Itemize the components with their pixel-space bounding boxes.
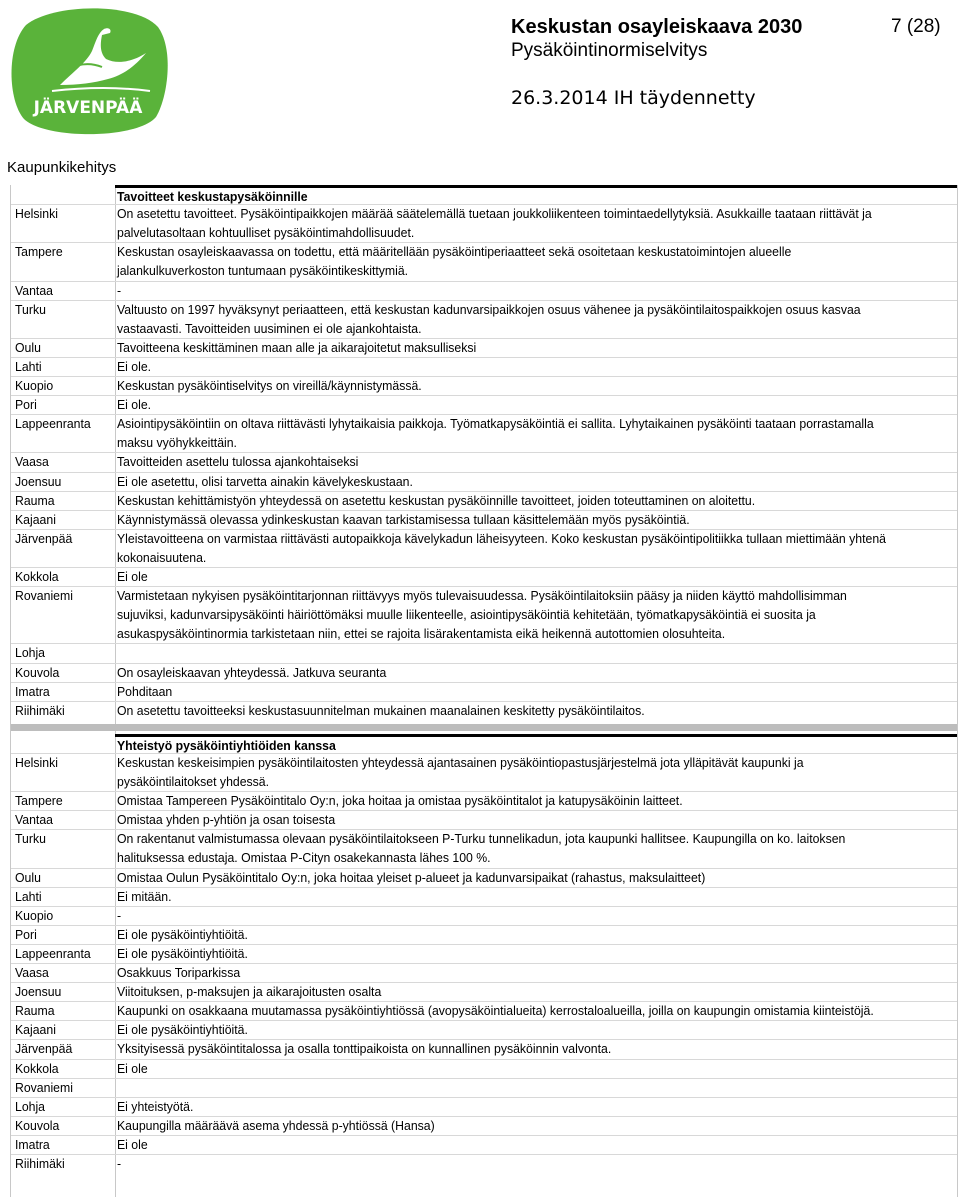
city-name: Pori — [15, 926, 37, 942]
row-text: Ei ole pysäköintiyhtiöitä. — [117, 1022, 248, 1038]
row-text: Kaupungilla määräävä asema yhdessä p-yhtiössä (Hansa) — [117, 1117, 435, 1133]
row-divider — [11, 1154, 957, 1155]
city-name: Lahti — [15, 358, 42, 374]
row-text: Ei ole — [117, 1136, 148, 1152]
city-name: Kajaani — [15, 511, 56, 527]
row-divider — [11, 1135, 957, 1136]
row-text: - — [117, 1156, 122, 1171]
city-name: Tampere — [15, 244, 63, 260]
city-name: Imatra — [15, 1136, 50, 1152]
section-gap — [11, 724, 957, 731]
city-name: Joensuu — [15, 984, 62, 1000]
row-text: - — [117, 282, 122, 298]
row-text: kokonaisuutena. — [117, 549, 207, 565]
row-divider — [11, 357, 957, 358]
row-text: Keskustan pysäköintiselvitys on vireillä/käynnistymässä. — [117, 378, 422, 393]
city-name: Pori — [15, 397, 37, 413]
city-name: Rovaniemi — [15, 1079, 73, 1095]
row-text: pysäköintilaitokset yhdessä. — [117, 774, 270, 789]
row-text: palvelutasoltaan kohtuulliset pysäköintimahdollisuudet. — [117, 225, 415, 241]
city-name: Kuopio — [15, 907, 54, 923]
row-divider — [11, 906, 957, 907]
row-text: Omistaa Tampereen Pysäköintitalo Oy:n, joka hoitaa ja omistaa pysäköintitalot ja katupysäköinin laitteet. — [117, 793, 683, 809]
row-text: Yleistavoitteena on varmistaa riittävästi autopaikkoja kävelykadun läheisyyteen. Koko keskustan pysäköintipolitiikka tullaan miettimään yhtenä — [117, 530, 886, 546]
city-name: Helsinki — [15, 206, 58, 222]
city-name: Oulu — [15, 869, 41, 885]
city-name: Helsinki — [15, 754, 58, 770]
row-text: On osayleiskaavan yhteydessä. Jatkuva seuranta — [117, 664, 387, 680]
city-name: Lahti — [15, 888, 42, 904]
city-name: Vaasa — [15, 454, 49, 470]
row-text: On asetettu tavoitteeksi keskustasuunnitelman mukainen maanalainen keskitetty pysäköintilaitos. — [117, 702, 645, 718]
row-text: Viitoituksen, p-maksujen ja aikarajoitusten osalta — [117, 984, 382, 1000]
row-divider — [11, 567, 957, 568]
row-divider — [11, 281, 957, 282]
section-cooperation-heading: Yhteistyö pysäköintiyhtiöiden kanssa — [117, 737, 336, 753]
section-targets-heading: Tavoitteet keskustapysäköinnille — [117, 189, 308, 204]
row-text: jalankulkuverkoston tuntumaan pysäköintikeskittymiä. — [117, 263, 409, 279]
row-text: Käynnistymässä olevassa ydinkeskustan kaavan tarkistamisessa tullaan käsittelemään myös pysäköintiä. — [117, 511, 690, 527]
document-title: Keskustan osayleiskaava 2030 — [511, 16, 803, 38]
row-text: Varmistetaan nykyisen pysäköintitarjonnan riittävyys myös tulevaisuudessa. Pysäköintilaitoksiin pääsy ja niiden käyttö mahdollisimman — [117, 588, 847, 604]
city-name: Oulu — [15, 339, 41, 355]
row-text: Tavoitteiden asettelu tulossa ajankohtaiseksi — [117, 454, 359, 470]
city-name: Kokkola — [15, 1060, 59, 1076]
row-text: halituksessa edustaja. Omistaa P-Cityn osakekannasta lähes 100 %. — [117, 850, 491, 866]
city-name: Kuopio — [15, 378, 54, 393]
city-name: Joensuu — [15, 473, 62, 489]
row-text: Pohditaan — [117, 683, 173, 699]
row-divider — [11, 1078, 957, 1079]
city-name: Riihimäki — [15, 702, 65, 718]
city-name: Turku — [15, 301, 46, 317]
row-divider — [11, 1059, 957, 1060]
comparison-table — [10, 185, 958, 1197]
row-text: Ei ole. — [117, 397, 152, 413]
page-number: 7 (28) — [891, 16, 941, 37]
row-text: Valtuusto on 1997 hyväksynyt periaatteen, että keskustan kadunvarsipaikkojen osuus vähenee ja pysäköintilaitospaikkojen osuus kasvaa — [117, 301, 861, 317]
document-subtitle: Pysäköintinormiselvitys — [511, 40, 708, 61]
city-name: Riihimäki — [15, 1156, 65, 1171]
city-name: Järvenpää — [15, 530, 73, 546]
city-name: Järvenpää — [15, 1041, 73, 1057]
city-name: Vantaa — [15, 812, 53, 828]
row-text: Omistaa Oulun Pysäköintitalo Oy:n, joka hoitaa yleiset p-alueet ja kadunvarsipaikat (rahastus, maksulaitteet) — [117, 869, 706, 885]
row-text: Asiointipysäköintiin on oltava riittävästi lyhytaikaisia paikkoja. Työmatkapysäköintiä ei sallita. Lyhytaikainen pysäköinti taataan porrastamalla — [117, 416, 874, 432]
row-divider — [11, 643, 957, 644]
row-text: Omistaa yhden p-yhtiön ja osan toisesta — [117, 812, 336, 828]
city-name: Kokkola — [15, 569, 59, 584]
row-text: Ei ole. — [117, 358, 152, 374]
row-text: Ei ole pysäköintiyhtiöitä. — [117, 945, 248, 961]
row-text: sujuviksi, kadunvarsipysäköinti häiriöttömäksi muulle liikenteelle, asiointipysäköintiä kehitetään, työmatkapysäköintiä ei suosita ja — [117, 607, 816, 623]
city-name: Imatra — [15, 683, 50, 699]
city-name: Rauma — [15, 492, 55, 508]
row-text: Keskustan kehittämistyön yhteydessä on asetettu keskustan pysäköinnille tavoitteet, joiden toteuttaminen on aloitettu. — [117, 492, 756, 508]
city-name: Lappeenranta — [15, 945, 91, 961]
row-text: Ei ole — [117, 569, 148, 584]
row-text: Ei ole asetettu, olisi tarvetta ainakin kävelykeskustaan. — [117, 473, 413, 489]
row-text: - — [117, 907, 122, 923]
row-divider — [11, 395, 957, 396]
document-date: 26.3.2014 IH täydennetty — [511, 87, 756, 109]
city-name: Vaasa — [15, 965, 49, 980]
jarvenpaa-logo — [8, 5, 168, 138]
city-name: Tampere — [15, 793, 63, 809]
department-label: Kaupunkikehitys — [7, 159, 117, 176]
city-name: Rauma — [15, 1003, 55, 1019]
city-name: Kajaani — [15, 1022, 56, 1038]
row-text: vastaavasti. Tavoitteiden uusiminen ei ole ajankohtaista. — [117, 320, 422, 336]
row-text: asukaspysäköintinormia tarkistetaan niin, ettei se rajoita lisärakentamista eikä heikennä autottomien olosuhteita. — [117, 626, 726, 642]
row-text: On asetettu tavoitteet. Pysäköintipaikkojen määrää säätelemällä tuetaan joukkoliikenteen toimintaedellytyksiä. Asukkaille taataan riittävät ja — [117, 206, 872, 222]
city-name: Kouvola — [15, 1117, 60, 1133]
city-name: Vantaa — [15, 282, 53, 298]
city-name: Lappeenranta — [15, 416, 91, 432]
column-divider — [115, 185, 116, 1197]
row-text: Ei ole — [117, 1060, 148, 1076]
logo-text: JÄRVENPÄÄ — [33, 98, 143, 118]
row-text: Yksityisessä pysäköintitalossa ja osalla tonttipaikoista on kunnallinen pysäköinnin valvonta. — [117, 1041, 612, 1057]
row-text: Kaupunki on osakkaana muutamassa pysäköintiyhtiössä (avopysäköintialueita) kerrostaloalueilla, joilla on kaupungin omistamia kiinteistöjä. — [117, 1003, 874, 1019]
row-text: Osakkuus Toriparkissa — [117, 965, 241, 980]
row-text: Ei yhteistyötä. — [117, 1098, 194, 1114]
row-text: Ei mitään. — [117, 888, 172, 904]
row-text: Keskustan keskeisimpien pysäköintilaitosten yhteydessä ajantasainen pysäköintiopastusjärjestelmä jota ylläpitävät kaupunki ja — [117, 754, 804, 770]
city-name: Turku — [15, 831, 46, 847]
row-text: Tavoitteena keskittäminen maan alle ja aikarajoitetut maksulliseksi — [117, 339, 477, 355]
city-name: Lohja — [15, 645, 46, 661]
city-name: Lohja — [15, 1098, 46, 1114]
row-text: On rakentanut valmistumassa olevaan pysäköintilaitokseen P-Turku tunnelikadun, jota kaupunki hallitsee. Kaupungilla on ko. laitoksen — [117, 831, 846, 847]
city-name: Rovaniemi — [15, 588, 73, 604]
row-text: maksu vyöhykkeittäin. — [117, 435, 237, 451]
row-text: Ei ole pysäköintiyhtiöitä. — [117, 926, 248, 942]
city-name: Kouvola — [15, 664, 60, 680]
row-text: Keskustan osayleiskaavassa on todettu, että määritellään pysäköintiperiaatteet sekä osoitetaan keskustatoimintojen alueelle — [117, 244, 792, 260]
